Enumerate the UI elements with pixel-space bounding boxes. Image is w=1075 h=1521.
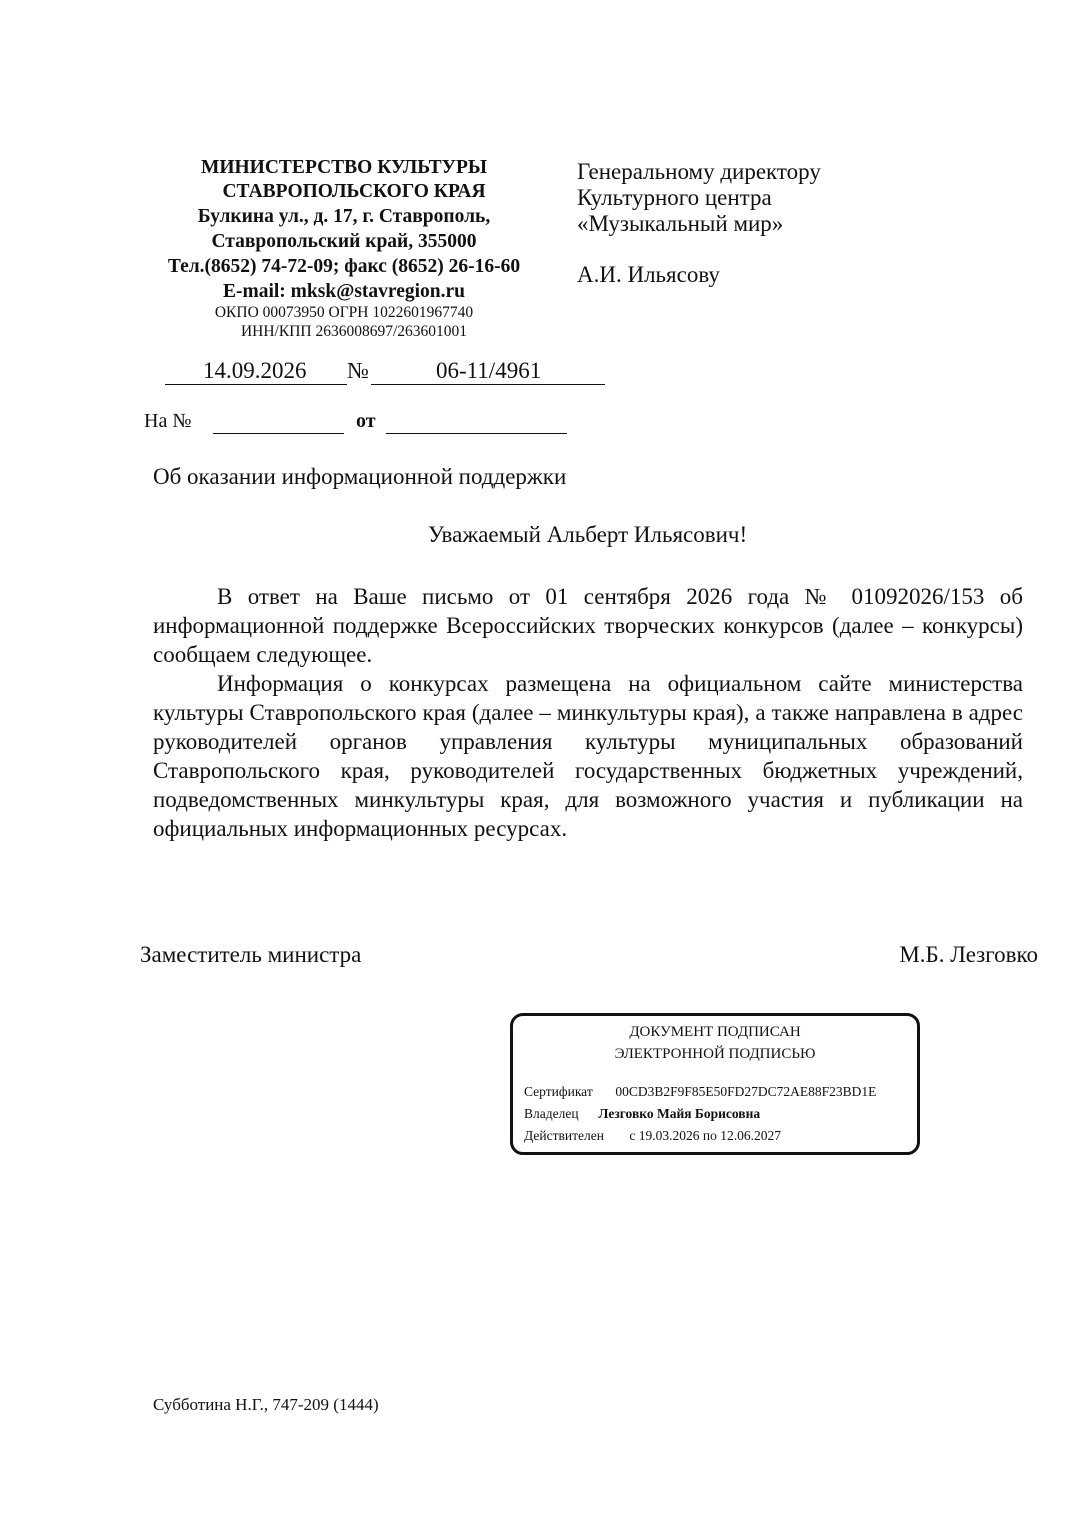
signatory-name: М.Б. Лезговко — [899, 942, 1038, 967]
stamp-validity-row — [524, 1128, 781, 1144]
body-paragraph-2: Информация о конкурсах размещена на официальном сайте министерства культуры Ставропольского края (далее – минкультуры края), а также направлена в адрес руководителей органов управления культуры муниципальных образований Ставропольского края, руководителей государственных бюджетных учреждений, подведомственных минкультуры края, для возможного участия и публикации на официальных информационных ресурсах. — [153, 671, 1023, 841]
registration-date: 14.09.2026 — [203, 358, 307, 383]
org-phone: Тел.(8652) 74-72-09; факс (8652) 26-16-60 — [167, 256, 521, 277]
stamp-certificate-value: 00CD3B2F9F85E50FD27DC72AE88F23BD1E — [615, 1084, 877, 1099]
registration-number-sign: № — [347, 358, 369, 383]
org-name-line1: МИНИСТЕРСТВО КУЛЬТУРЫ — [200, 157, 488, 178]
org-address-line1: Булкина ул., д. 17, г. Ставрополь, — [197, 206, 491, 227]
stamp-owner-value: Лезговко Майя Борисовна — [598, 1106, 761, 1121]
stamp-title-line2: ЭЛЕКТРОННОЙ ПОДПИСЬЮ — [614, 1046, 816, 1062]
letter-subject: Об оказании информационной поддержки — [153, 464, 567, 489]
stamp-validity-value: с 19.03.2026 по 12.06.2027 — [629, 1128, 781, 1143]
registration-number-underline — [371, 384, 605, 385]
stamp-validity-label: Действителен — [524, 1128, 604, 1143]
stamp-owner-label: Владелец — [524, 1106, 579, 1121]
registration-date-underline — [165, 384, 347, 385]
stamp-owner-row — [524, 1106, 760, 1122]
signatory-position: Заместитель министра — [140, 942, 362, 967]
addressee-line3: «Музыкальный мир» — [577, 211, 784, 236]
addressee-name: А.И. Ильясову — [577, 262, 720, 287]
stamp-certificate-row — [524, 1084, 876, 1100]
stamp-title-line1: ДОКУМЕНТ ПОДПИСАН — [629, 1024, 801, 1040]
reply-number-field — [213, 433, 344, 434]
org-inn-kpp: ИНН/КПП 2636008697/263601001 — [240, 323, 468, 340]
salutation: Уважаемый Альберт Ильясович! — [427, 522, 748, 547]
org-okpo-ogrn: ОКПО 00073950 ОГРН 1022601967740 — [214, 304, 474, 321]
executor-info: Субботина Н.Г., 747-209 (1444) — [153, 1395, 379, 1414]
electronic-signature-stamp — [510, 1013, 920, 1155]
org-name-line2: СТАВРОПОЛЬСКОГО КРАЯ — [222, 181, 486, 202]
reply-number-label: На № — [144, 410, 192, 432]
body-paragraph-1: В ответ на Ваше письмо от 01 сентября 2026 года № 01092026/153 об информационной поддержке Всероссийских творческих конкурсов (далее – конкурсы) сообщаем следующее. — [153, 584, 1023, 667]
reply-date-field — [386, 433, 567, 434]
addressee-line1: Генеральному директору — [577, 159, 821, 184]
addressee-line2: Культурного центра — [577, 185, 772, 210]
stamp-certificate-label: Сертификат — [524, 1084, 593, 1099]
reply-date-label: от — [356, 410, 376, 432]
registration-number: 06-11/4961 — [436, 358, 542, 383]
org-address-line2: Ставропольский край, 355000 — [211, 231, 477, 252]
org-email: E-mail: mksk@stavregion.ru — [222, 281, 466, 302]
